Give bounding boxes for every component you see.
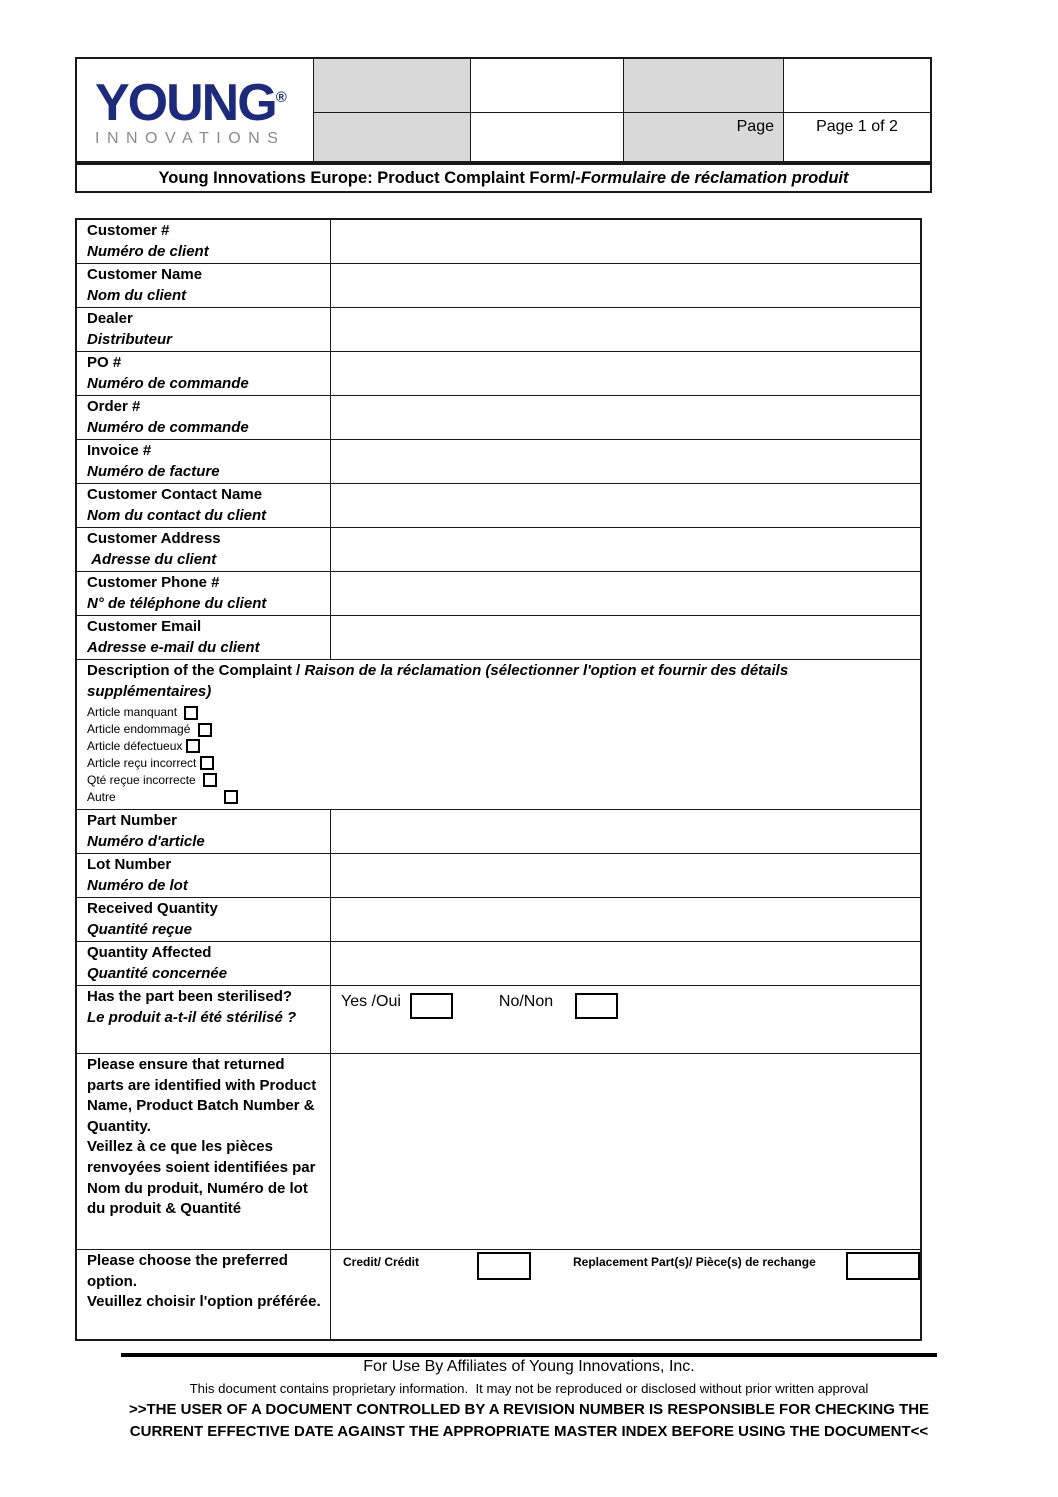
form-row-customer-email (77, 616, 920, 660)
field-label: Customer Address Adresse du client (77, 528, 331, 571)
yes-label: Yes /Oui (341, 993, 401, 1010)
checkbox-article-recu-incorrect[interactable] (200, 756, 214, 770)
checkbox-autre[interactable] (224, 790, 238, 804)
footer-proprietary-line: This document contains proprietary information. It may not be reproduced or disclosed without prior written approval (189, 1381, 869, 1396)
customer-address-value-cell[interactable] (331, 528, 920, 571)
option-article-manquant: Article manquant (87, 704, 910, 721)
customer-name-value-cell[interactable] (331, 264, 920, 307)
header-cell-blank (470, 113, 623, 161)
field-label: Please choose the preferred option. Veuillez choisir l'option préférée. (77, 1250, 331, 1339)
option-qte-recue-incorrecte: Qté reçue incorrecte (87, 772, 910, 789)
header-cell-blank (783, 59, 930, 113)
form-row-part-number (77, 810, 920, 854)
complaint-description-heading: Description of the Complaint / Raison de la réclamation (sélectionner l'option et fournir des détails supplémentaires) (87, 662, 789, 700)
company-logo (77, 59, 313, 161)
form-row-order-number (77, 396, 920, 440)
registered-trademark-icon: ® (275, 89, 287, 106)
footer-affiliates-line: For Use By Affiliates of Young Innovations, Inc. (363, 1358, 695, 1375)
page-number: Page 1 of 2 (783, 113, 930, 161)
field-label: Order # Numéro de commande (77, 396, 331, 439)
field-label: Lot Number Numéro de lot (77, 854, 331, 897)
customer-contact-name-value-cell[interactable] (331, 484, 920, 527)
form-row-customer-address (77, 528, 920, 572)
form-row-received-quantity (77, 898, 920, 942)
order-number-value-cell[interactable] (331, 396, 920, 439)
dealer-value-cell[interactable] (331, 308, 920, 351)
header-cell-blank (313, 113, 470, 161)
field-label: Has the part been sterilised? Le produit a-t-il été stérilisé ? (77, 986, 331, 1053)
option-article-defectueux: Article défectueux (87, 738, 910, 755)
field-label: Customer Name Nom du client (77, 264, 331, 307)
header-cell-blank (623, 59, 783, 113)
title-english: Young Innovations Europe: Product Complaint Form/ (158, 169, 576, 187)
sterilised-answer-cell (331, 986, 920, 1053)
option-autre: Autre (87, 789, 910, 806)
header-cell-blank (313, 59, 470, 113)
field-label: PO # Numéro de commande (77, 352, 331, 395)
logo-subtitle: INNOVATIONS (95, 130, 286, 147)
form-row-lot-number (77, 854, 920, 898)
header-cell-blank (470, 59, 623, 113)
header-table (75, 57, 932, 163)
checkbox-qte-recue-incorrecte[interactable] (203, 773, 217, 787)
no-label: No/Non (498, 993, 554, 1010)
title-french: -Formulaire de réclamation produit (575, 169, 849, 187)
returned-parts-notes-cell[interactable] (331, 1054, 920, 1249)
document-title-bar (75, 163, 932, 193)
complaint-description-cell (77, 660, 920, 809)
field-label: Dealer Distributeur (77, 308, 331, 351)
form-row-sterilised (77, 986, 920, 1054)
field-label: Customer Phone # N° de téléphone du client (77, 572, 331, 615)
quantity-affected-value-cell[interactable] (331, 942, 920, 985)
part-number-value-cell[interactable] (331, 810, 920, 853)
form-row-returned-parts-instructions (77, 1054, 920, 1250)
form-row-customer-number (77, 220, 920, 264)
complaint-description-section (77, 660, 920, 810)
sterilised-yes-box[interactable] (410, 993, 453, 1019)
page-label: Page (623, 113, 783, 161)
field-label: Please ensure that returned parts are identified with Product Name, Product Batch Number & Quantity. Veillez à ce que les pièces renvoyées soient identifiées par Nom du produit, Numéro de lot du produit & Quantité (77, 1054, 331, 1249)
lot-number-value-cell[interactable] (331, 854, 920, 897)
form-row-quantity-affected (77, 942, 920, 986)
customer-number-value-cell[interactable] (331, 220, 920, 263)
checkbox-article-defectueux[interactable] (186, 739, 200, 753)
checkbox-article-manquant[interactable] (184, 706, 198, 720)
customer-email-value-cell[interactable] (331, 616, 920, 659)
form-row-customer-phone (77, 572, 920, 616)
field-label: Invoice # Numéro de facture (77, 440, 331, 483)
complaint-form-table (75, 218, 922, 1341)
footer-divider (121, 1353, 937, 1357)
field-label: Customer Contact Name Nom du contact du client (77, 484, 331, 527)
logo-wordmark: YOUNG® (95, 74, 287, 132)
checkbox-article-endommage[interactable] (198, 723, 212, 737)
customer-phone-value-cell[interactable] (331, 572, 920, 615)
po-number-value-cell[interactable] (331, 352, 920, 395)
form-row-customer-contact-name (77, 484, 920, 528)
replacement-option-box[interactable] (846, 1252, 920, 1280)
option-article-recu-incorrect: Article reçu incorrect (87, 755, 910, 772)
field-label: Received Quantity Quantité reçue (77, 898, 331, 941)
credit-option-box[interactable] (477, 1252, 531, 1280)
sterilised-no-box[interactable] (575, 993, 618, 1019)
form-row-po-number (77, 352, 920, 396)
replacement-label: Replacement Part(s)/ Pièce(s) de rechange (573, 1255, 816, 1269)
form-row-dealer (77, 308, 920, 352)
field-label: Customer Email Adresse e-mail du client (77, 616, 331, 659)
invoice-number-value-cell[interactable] (331, 440, 920, 483)
field-label: Part Number Numéro d'article (77, 810, 331, 853)
field-label: Quantity Affected Quantité concernée (77, 942, 331, 985)
form-row-customer-name (77, 264, 920, 308)
received-quantity-value-cell[interactable] (331, 898, 920, 941)
field-label: Customer # Numéro de client (77, 220, 331, 263)
form-row-invoice-number (77, 440, 920, 484)
footer-controlled-document-notice: >>THE USER OF A DOCUMENT CONTROLLED BY A REVISION NUMBER IS RESPONSIBLE FOR CHECKING THE CURRENT EFFECTIVE DATE AGAINST THE APPROPRIATE MASTER INDEX BEFORE USING THE DOCUMENT<< (128, 1401, 930, 1440)
preferred-option-cell (331, 1250, 920, 1339)
credit-label: Credit/ Crédit (343, 1255, 420, 1269)
option-article-endommage: Article endommagé (87, 721, 910, 738)
form-row-preferred-option (77, 1250, 920, 1339)
